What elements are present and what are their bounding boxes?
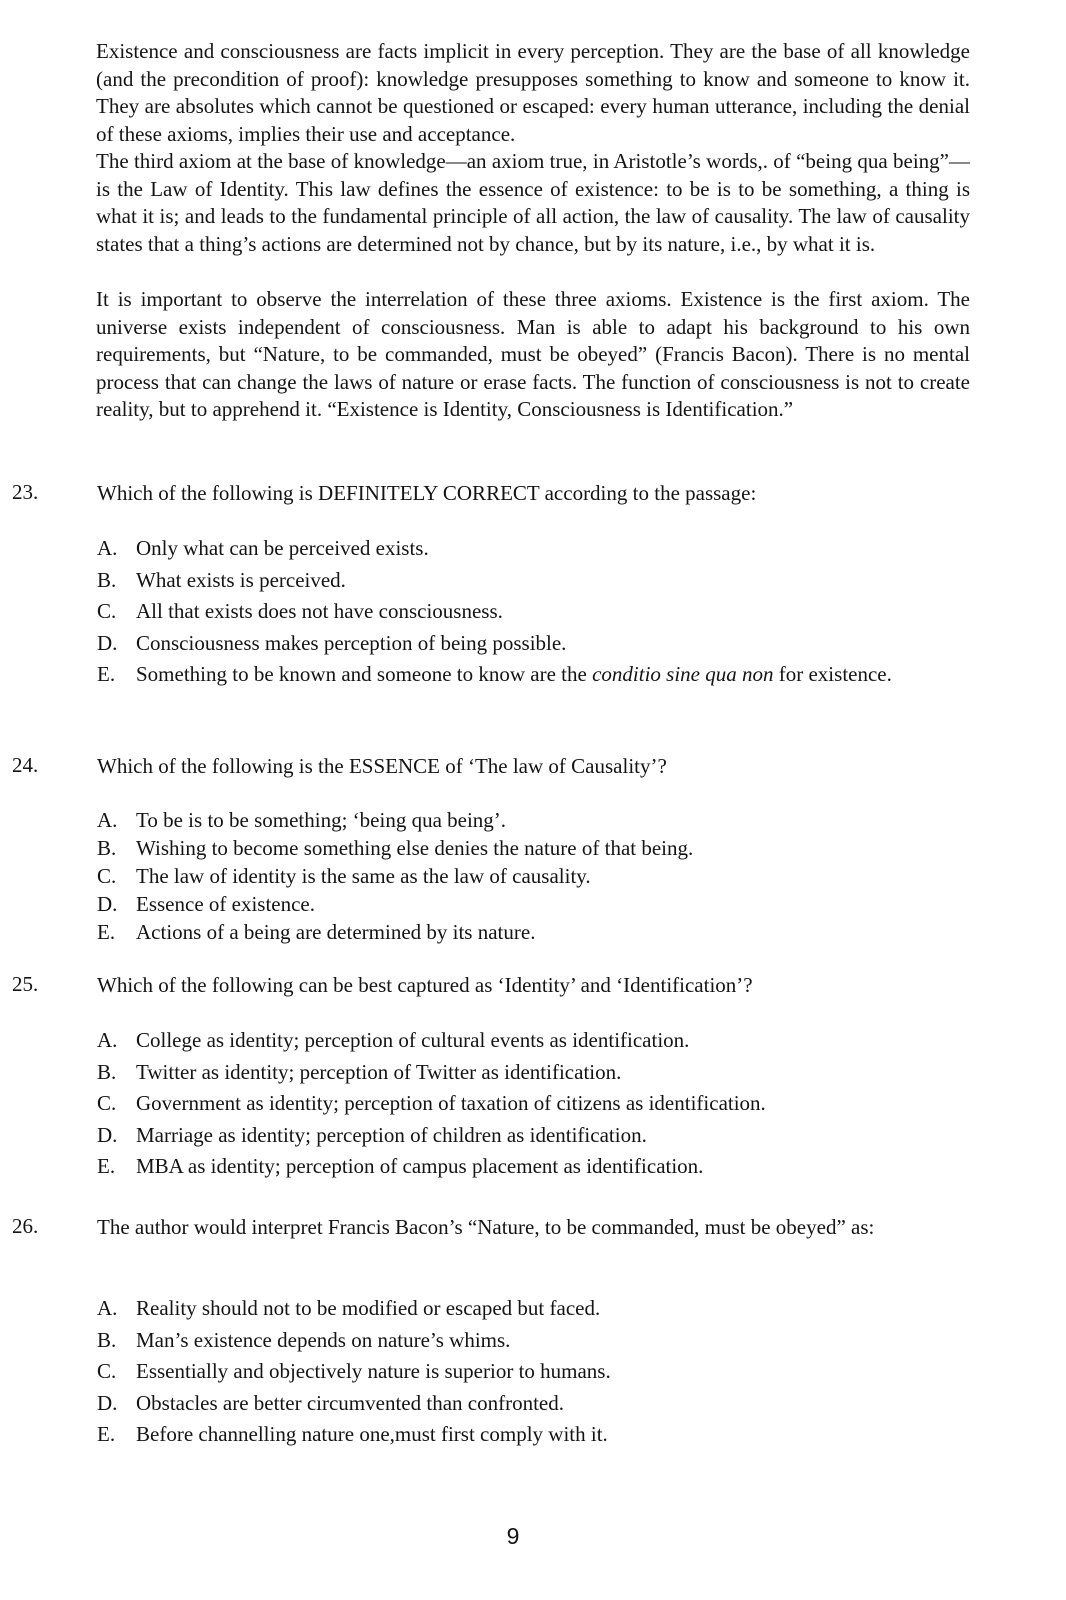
question-text: Which of the following can be best captured as ‘Identity’ and ‘Identification’? (97, 973, 753, 997)
option-c (97, 1356, 970, 1388)
option-letter: E. (97, 1422, 116, 1447)
option-c (97, 596, 970, 628)
options-list (97, 533, 970, 691)
option-text: Actions of a being are determined by its nature. (136, 920, 536, 944)
options-list (97, 1293, 970, 1451)
options-list (97, 806, 970, 946)
option-text: Essence of existence. (136, 892, 316, 916)
option-b (97, 1325, 970, 1357)
option-e (97, 1419, 970, 1451)
option-a (97, 1025, 970, 1057)
question-number: 25. (12, 972, 39, 996)
option-d (97, 1388, 970, 1420)
question-text: The author would interpret Francis Bacon’s “Nature, to be commanded, must be obeyed” as: (97, 1215, 875, 1239)
option-text: Essentially and objectively nature is superior to humans. (136, 1359, 611, 1384)
option-letter: A. (97, 1296, 118, 1320)
option-text: Something to be known and someone to know are the (136, 662, 593, 687)
option-text: College as identity; perception of cultural events as identification. (136, 1028, 690, 1052)
option-text: To be is to be something; ‘being qua being’. (136, 808, 507, 832)
option-letter: D. (97, 892, 118, 916)
option-letter: E. (97, 920, 116, 944)
option-b (97, 565, 970, 597)
option-text: Wishing to become something else denies the nature of that being. (136, 836, 694, 860)
option-text: Twitter as identity; perception of Twitter as identification. (136, 1059, 622, 1084)
option-text: for existence. (773, 662, 892, 687)
option-e (97, 1151, 970, 1183)
option-text: MBA as identity; perception of campus placement as identification. (136, 1154, 704, 1179)
option-text: Marriage as identity; perception of children as identification. (136, 1122, 647, 1147)
option-letter: E. (97, 662, 116, 687)
option-text: Consciousness makes perception of being possible. (136, 630, 567, 655)
option-letter: C. (97, 864, 117, 888)
option-letter: B. (97, 836, 117, 860)
passage-paragraph-1: Existence and consciousness are facts implicit in every perception. They are the base of all knowledge (and the precondition of proof): knowledge presupposes something to know and someone to know it. They are absolutes which cannot be questioned or escaped: every human utterance, including the denial of these axioms, implies their use and acceptance. (96, 39, 970, 146)
option-e (97, 659, 970, 691)
option-italic-text: conditio sine qua non (592, 662, 774, 687)
question-number: 26. (12, 1214, 39, 1238)
option-text: Only what can be perceived exists. (136, 536, 429, 560)
question-text: Which of the following is DEFINITELY CORRECT according to the passage: (97, 481, 757, 505)
option-text: What exists is perceived. (136, 567, 346, 592)
option-letter: C. (97, 1091, 117, 1116)
options-list (97, 1025, 970, 1183)
option-letter: B. (97, 1327, 117, 1352)
option-a (97, 806, 970, 834)
option-letter: C. (97, 599, 117, 624)
option-d (97, 1120, 970, 1152)
option-text: Reality should not to be modified or escaped but faced. (136, 1296, 601, 1320)
question-number: 24. (12, 753, 39, 777)
page-number: 9 (506, 1523, 520, 1549)
option-letter: A. (97, 1028, 118, 1052)
option-text: All that exists does not have consciousness. (136, 599, 503, 624)
option-d (97, 890, 970, 918)
option-b (97, 1057, 970, 1089)
option-letter: C. (97, 1359, 117, 1384)
option-text: Before channelling nature one,must first comply with it. (136, 1422, 608, 1447)
option-text: Obstacles are better circumvented than confronted. (136, 1390, 564, 1415)
option-letter: A. (97, 536, 118, 560)
option-c (97, 1088, 970, 1120)
option-text: The law of identity is the same as the law of causality. (136, 864, 591, 888)
question-number: 23. (12, 480, 39, 504)
option-letter: E. (97, 1154, 116, 1179)
question-text: Which of the following is the ESSENCE of ‘The law of Causality’? (97, 754, 667, 778)
passage-paragraph-3: It is important to observe the interrelation of these three axioms. Existence is the first axiom. The universe exists independent of consciousness. Man is able to adapt his background to his own requirements, but “Nature, to be commanded, must be obeyed” (Francis Bacon). There is no mental process that can change the laws of nature or erase facts. The function of consciousness is not to create reality, but to apprehend it. “Existence is Identity, Consciousness is Identification.” (96, 287, 970, 422)
option-letter: A. (97, 808, 118, 832)
option-c (97, 862, 970, 890)
option-a (97, 533, 970, 565)
option-letter: D. (97, 630, 118, 655)
option-letter: B. (97, 567, 117, 592)
option-d (97, 628, 970, 660)
option-a (97, 1293, 970, 1325)
option-letter: D. (97, 1390, 118, 1415)
option-e (97, 918, 970, 946)
option-letter: B. (97, 1059, 117, 1084)
option-b (97, 834, 970, 862)
option-text: Government as identity; perception of taxation of citizens as identification. (136, 1091, 766, 1116)
option-letter: D. (97, 1122, 118, 1147)
passage-paragraph-2: The third axiom at the base of knowledge—an axiom true, in Aristotle’s words,. of “being qua being”—is the Law of Identity. This law defines the essence of existence: to be is to be something, a thing is what it is; and leads to the fundamental principle of all action, the law of causality. The law of causality states that a thing’s actions are determined not by chance, but by its nature, i.e., by what it is. (96, 149, 970, 256)
option-text: Man’s existence depends on nature’s whims. (136, 1327, 511, 1352)
